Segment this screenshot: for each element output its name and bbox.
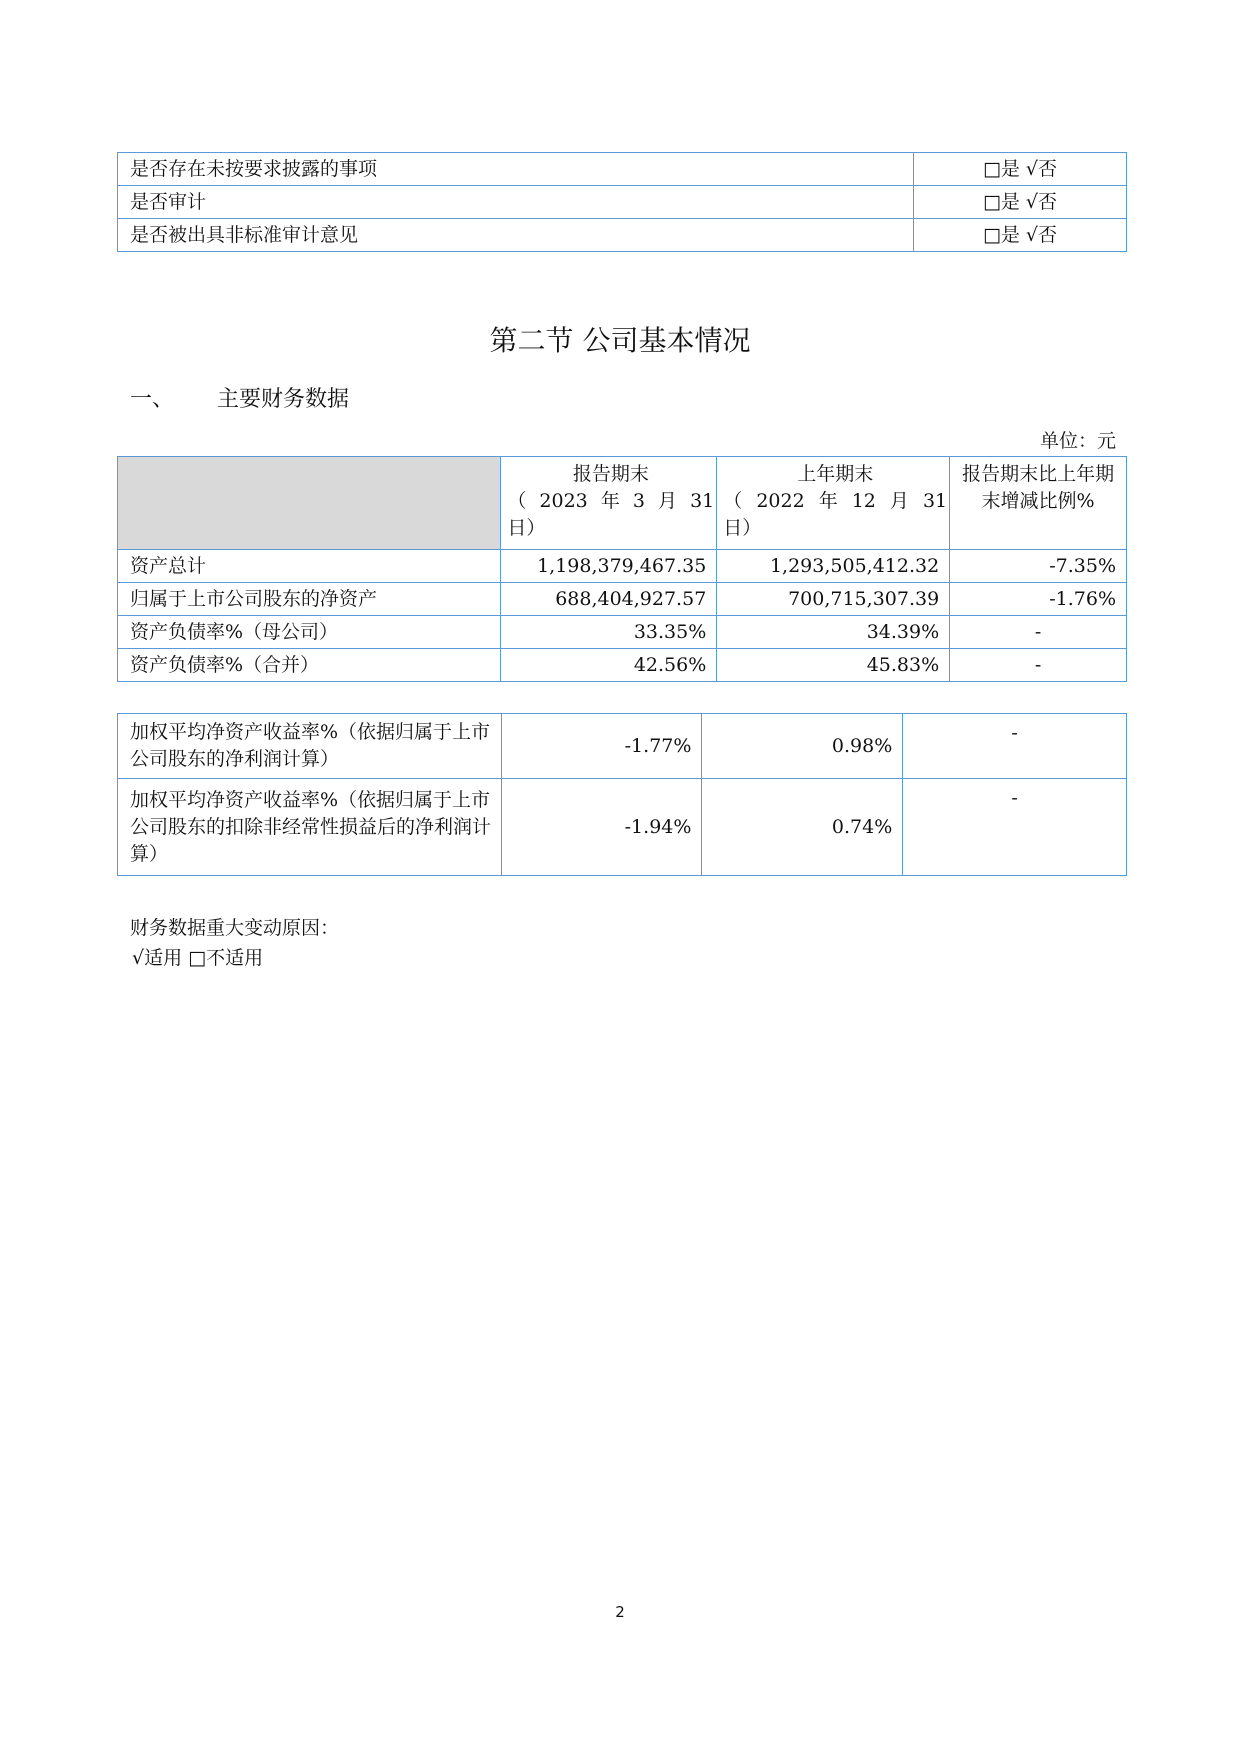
header-current-period: [501, 457, 717, 550]
table-row: [118, 779, 1127, 876]
date-part: 年: [818, 490, 838, 512]
date-part: 年: [600, 490, 620, 512]
disclosure-table: [117, 152, 1127, 252]
header-empty-cell: [118, 457, 501, 550]
change-value: -1.76%: [950, 583, 1127, 616]
previous-value: 700,715,307.39: [717, 583, 950, 616]
financial-data-table: [117, 456, 1127, 682]
table-row: [118, 714, 1127, 779]
unit-label: 单位：元: [1039, 430, 1116, 452]
table-row: [118, 153, 1127, 186]
change-value: -: [950, 649, 1127, 682]
change-value: -: [903, 779, 1127, 876]
answer-cell: □是 √否: [914, 186, 1127, 219]
subsection-heading: [130, 385, 349, 415]
change-value: -: [903, 714, 1127, 779]
current-value: 33.35%: [501, 616, 717, 649]
header-date-tail: 日）: [507, 517, 546, 539]
current-value: -1.77%: [501, 714, 702, 779]
change-value: -: [950, 616, 1127, 649]
table-row: [118, 186, 1127, 219]
row-label: 加权平均净资产收益率%（依据归属于上市公司股东的扣除非经常性损益后的净利润计算）: [118, 779, 502, 876]
date-part: 月: [889, 490, 909, 512]
date-part: （: [723, 490, 743, 512]
table-row: [118, 550, 1127, 583]
previous-value: 34.39%: [717, 616, 950, 649]
subsection-number: 一、: [130, 387, 175, 412]
change-reason-label: 财务数据重大变动原因：: [130, 917, 340, 939]
date-part: 月: [658, 490, 678, 512]
date-part: 2022: [756, 490, 805, 512]
current-value: -1.94%: [501, 779, 702, 876]
current-value: 688,404,927.57: [501, 583, 717, 616]
row-label: 资产总计: [118, 550, 501, 583]
table-row: [118, 583, 1127, 616]
question-cell: 是否存在未按要求披露的事项: [118, 153, 914, 186]
header-date-tail: 日）: [723, 517, 762, 539]
date-part: 12: [851, 490, 876, 512]
previous-value: 0.98%: [702, 714, 903, 779]
current-value: 42.56%: [501, 649, 717, 682]
row-label: 加权平均净资产收益率%（依据归属于上市公司股东的净利润计算）: [118, 714, 502, 779]
page-number: 2: [615, 1603, 625, 1621]
row-label: 资产负债率%（母公司）: [118, 616, 501, 649]
row-label: 资产负债率%（合并）: [118, 649, 501, 682]
table-header-row: [118, 457, 1127, 550]
previous-value: 45.83%: [717, 649, 950, 682]
date-part: 31: [690, 490, 715, 512]
date-part: （: [507, 490, 527, 512]
answer-cell: □是 √否: [914, 153, 1127, 186]
table-row: [118, 219, 1127, 252]
previous-value: 0.74%: [702, 779, 903, 876]
header-title: 报告期末: [572, 463, 649, 485]
current-value: 1,198,379,467.35: [501, 550, 717, 583]
date-part: 2023: [539, 490, 588, 512]
applicability-options: √适用 □不适用: [132, 947, 264, 969]
date-part: 3: [632, 490, 645, 512]
subsection-title: 主要财务数据: [217, 387, 350, 412]
header-previous-period: [717, 457, 950, 550]
previous-value: 1,293,505,412.32: [717, 550, 950, 583]
date-part: 31: [922, 490, 948, 512]
change-value: -7.35%: [950, 550, 1127, 583]
question-cell: 是否被出具非标准审计意见: [118, 219, 914, 252]
table-row: [118, 649, 1127, 682]
header-date: [723, 488, 947, 515]
row-label: 归属于上市公司股东的净资产: [118, 583, 501, 616]
change-reason-section: [130, 913, 339, 973]
table-row: [118, 616, 1127, 649]
roe-table: [117, 713, 1127, 876]
question-cell: 是否审计: [118, 186, 914, 219]
section-title: 第二节 公司基本情况: [489, 324, 751, 357]
answer-cell: □是 √否: [914, 219, 1127, 252]
header-date: [507, 488, 714, 515]
header-change: 报告期末比上年期末增减比例%: [950, 457, 1127, 550]
header-title: 上年期末: [797, 463, 874, 485]
